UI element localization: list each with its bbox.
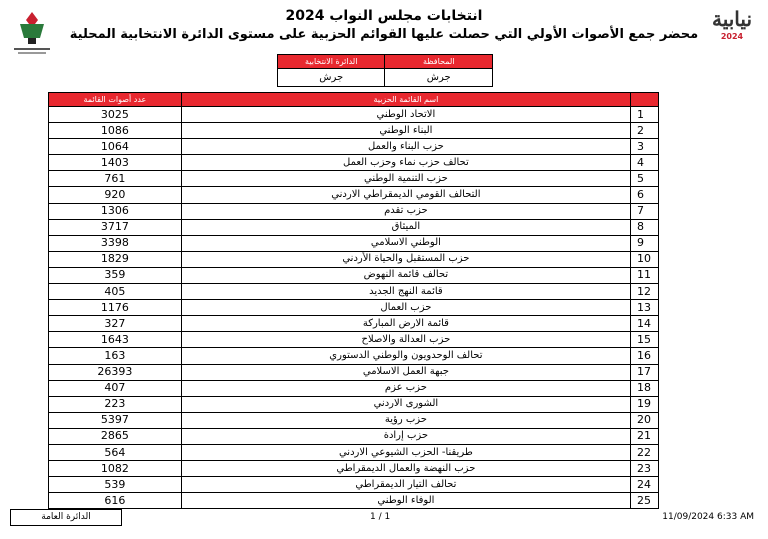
print-datetime: 11/09/2024 6:33 AM: [662, 512, 754, 522]
table-row: [49, 251, 659, 267]
votes-cell: 1403: [49, 155, 182, 171]
votes-cell: 564: [49, 444, 182, 460]
list-name-cell: حزب التنمية الوطني: [181, 171, 630, 187]
votes-cell: 407: [49, 380, 182, 396]
footer-department: الدائرة العامة: [10, 509, 122, 526]
votes-cell: 26393: [49, 364, 182, 380]
list-name-cell: جبهة العمل الاسلامي: [181, 364, 630, 380]
row-number-cell: 18: [631, 380, 659, 396]
votes-cell: 761: [49, 171, 182, 187]
votes-cell: 2865: [49, 428, 182, 444]
district-value: جرش: [278, 69, 385, 87]
list-name-cell: حزب المستقبل والحياة الأردني: [181, 251, 630, 267]
page-number: 1 / 1: [370, 512, 391, 522]
table-row: [49, 171, 659, 187]
page-title: انتخابات مجلس النواب 2024: [285, 8, 483, 24]
list-name-cell: حزب البناء والعمل: [181, 139, 630, 155]
list-name-cell: الوفاء الوطني: [181, 493, 630, 509]
table-row: [49, 348, 659, 364]
governorate-header: المحافظة: [385, 55, 493, 69]
votes-cell: 1082: [49, 461, 182, 477]
votes-cell: 5397: [49, 412, 182, 428]
row-number-cell: 10: [631, 251, 659, 267]
row-number-cell: 19: [631, 396, 659, 412]
table-row: [49, 428, 659, 444]
list-name-cell: الاتحاد الوطني: [181, 107, 630, 123]
table-row: [49, 155, 659, 171]
table-row: [49, 123, 659, 139]
votes-cell: 3025: [49, 107, 182, 123]
row-number-cell: 8: [631, 219, 659, 235]
table-row: [49, 396, 659, 412]
row-number-cell: 3: [631, 139, 659, 155]
table-row: [49, 300, 659, 316]
list-name-cell: حزب عزم: [181, 380, 630, 396]
row-number-cell: 16: [631, 348, 659, 364]
table-row: [49, 332, 659, 348]
list-name-cell: تحالف قائمة النهوض: [181, 267, 630, 283]
list-name-column-header: اسم القائمة الحزبية: [181, 93, 630, 107]
list-name-cell: تحالف التيار الديمقراطي: [181, 477, 630, 493]
list-name-cell: حزب العدالة والاصلاح: [181, 332, 630, 348]
list-name-cell: قائمة الارض المباركة: [181, 316, 630, 332]
row-number-cell: 12: [631, 284, 659, 300]
row-number-cell: 11: [631, 267, 659, 283]
table-row: [49, 444, 659, 460]
list-name-cell: الشورى الاردني: [181, 396, 630, 412]
page-subtitle: محضر جمع الأصوات الأولي التي حصلت عليها القوائم الحزبية على مستوى الدائرة الانتخابية المحلية: [69, 27, 699, 42]
row-number-cell: 17: [631, 364, 659, 380]
list-name-cell: حزب النهضة والعمال الديمقراطي: [181, 461, 630, 477]
votes-cell: 223: [49, 396, 182, 412]
votes-cell: 920: [49, 187, 182, 203]
table-row: [49, 187, 659, 203]
row-number-cell: 4: [631, 155, 659, 171]
table-row: [49, 219, 659, 235]
table-row: [49, 316, 659, 332]
table-row: [49, 461, 659, 477]
votes-cell: 1829: [49, 251, 182, 267]
row-number-cell: 15: [631, 332, 659, 348]
table-row: [49, 139, 659, 155]
row-number-cell: 9: [631, 235, 659, 251]
row-number-cell: 22: [631, 444, 659, 460]
list-name-cell: طريقنا- الحزب الشيوعي الاردني: [181, 444, 630, 460]
row-number-cell: 20: [631, 412, 659, 428]
results-body: [49, 107, 659, 509]
votes-cell: 539: [49, 477, 182, 493]
logo-wordmark: نيابية: [711, 7, 753, 31]
votes-cell: 1643: [49, 332, 182, 348]
votes-column-header: عدد أصوات القائمة: [49, 93, 182, 107]
row-number-cell: 13: [631, 300, 659, 316]
votes-cell: 616: [49, 493, 182, 509]
row-number-cell: 21: [631, 428, 659, 444]
list-name-cell: تحالف الوحدويون والوطني الدستوري: [181, 348, 630, 364]
list-name-cell: البناء الوطني: [181, 123, 630, 139]
row-number-cell: 25: [631, 493, 659, 509]
list-name-cell: حزب رؤية: [181, 412, 630, 428]
votes-cell: 3398: [49, 235, 182, 251]
table-row: [49, 267, 659, 283]
list-name-cell: قائمة النهج الجديد: [181, 284, 630, 300]
table-row: [49, 107, 659, 123]
votes-cell: 405: [49, 284, 182, 300]
row-number-cell: 7: [631, 203, 659, 219]
table-row: [49, 493, 659, 509]
votes-cell: 1306: [49, 203, 182, 219]
table-row: [49, 235, 659, 251]
district-header: الدائرة الانتخابية: [278, 55, 385, 69]
results-table: [48, 92, 659, 509]
votes-cell: 327: [49, 316, 182, 332]
row-number-cell: 2: [631, 123, 659, 139]
list-name-cell: حزب إرادة: [181, 428, 630, 444]
row-number-cell: 14: [631, 316, 659, 332]
votes-cell: 1086: [49, 123, 182, 139]
list-name-cell: حزب العمال: [181, 300, 630, 316]
votes-cell: 359: [49, 267, 182, 283]
table-row: [49, 284, 659, 300]
governorate-value: جرش: [385, 69, 493, 87]
district-info-table: [277, 54, 493, 87]
votes-cell: 1064: [49, 139, 182, 155]
table-row: [49, 203, 659, 219]
table-row: [49, 380, 659, 396]
list-name-cell: التحالف القومي الديمقراطي الاردني: [181, 187, 630, 203]
number-column-header: [631, 93, 659, 107]
row-number-cell: 24: [631, 477, 659, 493]
list-name-cell: تحالف حزب نماء وحزب العمل: [181, 155, 630, 171]
row-number-cell: 23: [631, 461, 659, 477]
table-row: [49, 477, 659, 493]
list-name-cell: الوطني الاسلامي: [181, 235, 630, 251]
list-name-cell: الميثاق: [181, 219, 630, 235]
votes-cell: 163: [49, 348, 182, 364]
votes-cell: 1176: [49, 300, 182, 316]
table-row: [49, 364, 659, 380]
logo-year: 2024: [720, 32, 744, 41]
row-number-cell: 6: [631, 187, 659, 203]
votes-cell: 3717: [49, 219, 182, 235]
list-name-cell: حزب تقدم: [181, 203, 630, 219]
table-row: [49, 412, 659, 428]
row-number-cell: 1: [631, 107, 659, 123]
row-number-cell: 5: [631, 171, 659, 187]
